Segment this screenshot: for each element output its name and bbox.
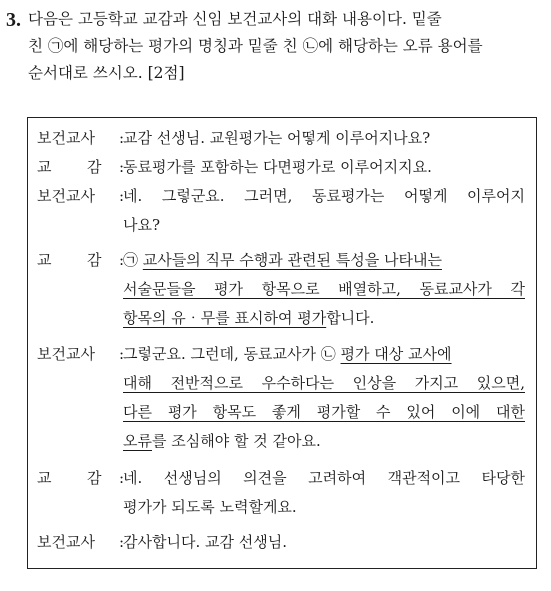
speaker-colon: : xyxy=(119,251,125,269)
speaker-colon: : xyxy=(119,345,125,363)
dialogue-line: 교감 선생님. 교원평가는 어떻게 이루어지나요? xyxy=(123,129,431,147)
speaker-label xyxy=(37,340,129,369)
speaker-vp-second: 감 xyxy=(87,251,102,269)
speaker-vp-first: 교 xyxy=(37,158,52,176)
speaker-label xyxy=(37,528,129,557)
dialogue-line: 네. 선생님의 의견을 고려하여 객관적이고 타당한 xyxy=(123,469,525,487)
speaker-vp-first: 교 xyxy=(37,469,52,487)
dialogue-line xyxy=(123,340,525,369)
question-text-line-3: 순서대로 쓰시오. [2점] xyxy=(28,64,185,82)
speaker-label xyxy=(37,464,129,493)
speaker-colon: : xyxy=(119,129,125,147)
dialogue-line: 평가가 되도록 노력할게요. xyxy=(123,498,297,516)
dialogue-line xyxy=(123,398,525,427)
dialogue-line xyxy=(123,275,525,304)
underlined-text-a: 항목의 유‧무를 표시하여 평가 xyxy=(123,309,327,327)
underlined-text-b: 평가 대상 교사에 xyxy=(340,345,452,363)
speaker-label xyxy=(37,246,129,275)
question-text-line-1: 다음은 고등학교 교감과 신임 보건교사의 대화 내용이다. 밑줄 xyxy=(28,10,442,28)
speaker-nurse: 보건교사 xyxy=(37,187,95,205)
dialogue-line xyxy=(123,246,525,275)
circled-marker-a: ㉠ xyxy=(123,251,139,269)
speaker-vp-second: 감 xyxy=(87,469,102,487)
speaker-nurse: 보건교사 xyxy=(37,533,95,551)
dialogue-text: 를 조심해야 할 것 같아요. xyxy=(151,432,321,450)
speaker-colon: : xyxy=(119,533,125,551)
speaker-colon: : xyxy=(119,469,125,487)
dialogue-text: 합니다. xyxy=(326,309,375,327)
question-text-line-2: 친 ㉠에 해당하는 평가의 명칭과 밑줄 친 ㉡에 해당하는 오류 용어를 xyxy=(28,37,483,55)
speaker-label xyxy=(37,124,129,153)
speaker-colon: : xyxy=(119,187,125,205)
underlined-text-a: 교사들의 직무 수행과 관련된 특성을 나타내는 xyxy=(142,251,442,269)
speaker-label xyxy=(37,182,129,211)
question-block xyxy=(6,6,542,87)
dialogue-line xyxy=(123,304,525,333)
speaker-nurse: 보건교사 xyxy=(37,345,95,363)
dialogue-line xyxy=(123,427,525,456)
dialogue-line: 네. 그렇군요. 그러면, 동료평가는 어떻게 이루어지 xyxy=(123,187,525,205)
underlined-text-a: 서술문들을 평가 항목으로 배열하고, 동료교사가 각 xyxy=(123,280,525,298)
dialogue-line xyxy=(123,369,525,398)
dialogue-line: 나요? xyxy=(123,216,161,234)
underlined-text-b: 다른 평가 항목도 좋게 평가할 수 있어 이에 대한 xyxy=(123,403,525,421)
dialogue-line: 동료평가를 포함하는 다면평가로 이루어지지요. xyxy=(123,158,432,176)
circled-marker-b: ㉡ xyxy=(320,345,336,363)
question-number: 3. xyxy=(6,9,21,31)
speaker-label xyxy=(37,153,129,182)
dialogue-line: 감사합니다. 교감 선생님. xyxy=(123,533,287,551)
underlined-text-b: 대해 전반적으로 우수하다는 인상을 가지고 있으면, xyxy=(123,374,525,392)
speaker-nurse: 보건교사 xyxy=(37,129,95,147)
underlined-text-b: 오류 xyxy=(123,432,152,450)
dialogue-text: 그렇군요. 그런데, 동료교사가 xyxy=(123,345,316,363)
speaker-vp-first: 교 xyxy=(37,251,52,269)
speaker-colon: : xyxy=(119,158,125,176)
speaker-vp-second: 감 xyxy=(87,158,102,176)
dialogue-box xyxy=(27,117,537,569)
